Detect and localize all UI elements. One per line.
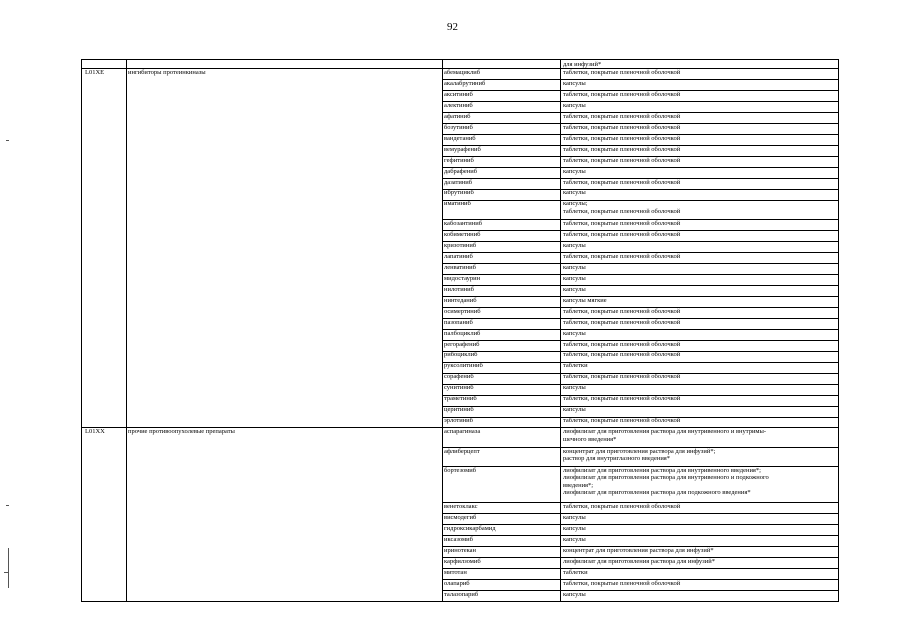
dosage-form: таблетки, покрытые пленочной оболочкой (563, 178, 681, 186)
drug-name: руксолитиниб (444, 362, 483, 370)
drug-name: карфилзомиб (444, 557, 481, 565)
dosage-form: таблетки, покрытые пленочной оболочкой (563, 156, 681, 164)
dosage-form: таблетки, покрытые пленочной оболочкой (563, 145, 681, 153)
drug-name: венетоклакс (444, 503, 478, 511)
dosage-form: таблетки, покрытые пленочной оболочкой (563, 318, 681, 326)
margin-mark (8, 548, 9, 588)
dosage-form: капсулы (563, 241, 586, 249)
drug-name: мидостаурин (444, 274, 481, 282)
drug-name: вандетаниб (444, 134, 476, 142)
row-divider (442, 241, 838, 242)
drug-name: регорафениб (444, 340, 480, 348)
drug-name: нинтеданиб (444, 296, 477, 304)
drug-name: лапатиниб (444, 252, 473, 260)
drug-name: иксазомиб (444, 535, 473, 543)
dosage-form: таблетки, покрытые пленочной оболочкой (563, 219, 681, 227)
dosage-form: капсулы (563, 189, 586, 197)
drug-name: абемациклиб (444, 68, 481, 76)
drug-name: иринотекан (444, 546, 476, 554)
drug-name: нилотиниб (444, 285, 474, 293)
dosage-form: капсулы (563, 274, 586, 282)
dosage-form: лиофилизат для приготовления раствора для внутривенного введения*; лиофилизат для приготовления раствора для внутривенного и подкожного введения*; лиофилизат для приготовления раствора для подкожного введения* (563, 466, 769, 497)
group-name: ингибиторы протеинкиназы (128, 68, 206, 76)
dosage-form: таблетки, покрытые пленочной оболочкой (563, 112, 681, 120)
drug-name: висмодегиб (444, 514, 477, 522)
dosage-form: капсулы (563, 384, 586, 392)
drug-name: акалабрутиниб (444, 79, 486, 87)
drug-name: гефитиниб (444, 156, 474, 164)
dosage-form: капсулы (563, 524, 586, 532)
dosage-form: капсулы (563, 590, 586, 598)
column-divider (126, 60, 127, 601)
dosage-form: таблетки, покрытые пленочной оболочкой (563, 90, 681, 98)
dosage-form: таблетки (563, 362, 588, 370)
drug-name: афлиберцепт (444, 447, 480, 455)
drug-name: бортезомиб (444, 466, 477, 474)
drug-name: алектиниб (444, 101, 473, 109)
drug-name: ленватиниб (444, 263, 476, 271)
dosage-form: концентрат для приготовления раствора для инфузий* (563, 546, 714, 554)
drug-name: церитиниб (444, 406, 474, 414)
dosage-form: капсулы (563, 329, 586, 337)
continuation-text: для инфузий* (563, 60, 602, 68)
drug-name: иматиниб (444, 200, 471, 208)
row-divider (442, 263, 838, 264)
drug-name: сунитиниб (444, 384, 474, 392)
row-divider (442, 167, 838, 168)
drug-table (81, 59, 839, 602)
drug-name: кабозантиниб (444, 219, 483, 227)
dosage-form: капсулы (563, 101, 586, 109)
dosage-form: капсулы (563, 263, 586, 271)
dosage-form: капсулы (563, 535, 586, 543)
drug-name: митотан (444, 568, 467, 576)
dosage-form: таблетки, покрытые пленочной оболочкой (563, 134, 681, 142)
column-divider (560, 60, 561, 601)
margin-mark (6, 505, 9, 506)
row-divider (442, 79, 838, 80)
dosage-form: таблетки, покрытые пленочной оболочкой (563, 351, 681, 359)
dosage-form: капсулы (563, 514, 586, 522)
drug-name: олапариб (444, 579, 470, 587)
row-divider (442, 384, 838, 385)
dosage-form: таблетки, покрытые пленочной оболочкой (563, 68, 681, 76)
drug-name: вемурафениб (444, 145, 481, 153)
row-divider (442, 406, 838, 407)
column-divider (442, 60, 443, 601)
row-divider (442, 101, 838, 102)
dosage-form: лиофилизат для приготовления раствора для внутривенного и внутримы- шечного введения* (563, 428, 767, 443)
dosage-form: таблетки, покрытые пленочной оболочкой (563, 307, 681, 315)
dosage-form: таблетки, покрытые пленочной оболочкой (563, 503, 681, 511)
row-divider (442, 513, 838, 514)
drug-name: дабрафениб (444, 167, 477, 175)
drug-name: бозутиниб (444, 123, 473, 131)
row-divider (442, 568, 838, 569)
page-number: 92 (447, 21, 458, 33)
row-divider (442, 524, 838, 525)
row-divider (442, 189, 838, 190)
drug-name: гидроксикарбамид (444, 524, 496, 532)
row-divider (442, 285, 838, 286)
row-divider (442, 296, 838, 297)
drug-name: ибрутиниб (444, 189, 474, 197)
drug-name: траметиниб (444, 395, 477, 403)
drug-name: дазатиниб (444, 178, 473, 186)
drug-name: палбоциклиб (444, 329, 481, 337)
row-divider (442, 590, 838, 591)
dosage-form: таблетки, покрытые пленочной оболочкой (563, 123, 681, 131)
atc-code: L01XX (85, 428, 105, 436)
dosage-form: таблетки, покрытые пленочной оболочкой (563, 340, 681, 348)
margin-mark (4, 572, 8, 573)
dosage-form: лиофилизат для приготовления раствора для инфузий* (563, 557, 715, 565)
drug-name: пазопаниб (444, 318, 473, 326)
dosage-form: таблетки, покрытые пленочной оболочкой (563, 417, 681, 425)
drug-name: аспарагиназа (444, 428, 481, 436)
drug-name: эрлотиниб (444, 417, 473, 425)
dosage-form: таблетки, покрытые пленочной оболочкой (563, 579, 681, 587)
dosage-form: концентрат для приготовления раствора для инфузий*; раствор для внутриглазного введения* (563, 447, 716, 463)
dosage-form: таблетки, покрытые пленочной оболочкой (563, 252, 681, 260)
dosage-form: капсулы (563, 167, 586, 175)
row-divider (442, 362, 838, 363)
drug-name: афатиниб (444, 112, 471, 120)
dosage-form: таблетки, покрытые пленочной оболочкой (563, 373, 681, 381)
row-divider (442, 274, 838, 275)
dosage-form: таблетки (563, 568, 588, 576)
row-divider (442, 535, 838, 536)
row-divider (442, 329, 838, 330)
drug-name: рибоциклиб (444, 351, 478, 359)
dosage-form: таблетки, покрытые пленочной оболочкой (563, 230, 681, 238)
dosage-form: капсулы (563, 406, 586, 414)
margin-mark (6, 140, 9, 141)
drug-name: акситиниб (444, 90, 473, 98)
dosage-form: таблетки, покрытые пленочной оболочкой (563, 395, 681, 403)
drug-name: осимертиниб (444, 307, 481, 315)
dosage-form: капсулы мягкие (563, 296, 607, 304)
drug-name: талазопариб (444, 590, 479, 598)
drug-name: кризотиниб (444, 241, 477, 249)
dosage-form: капсулы (563, 285, 586, 293)
dosage-form: капсулы; таблетки, покрытые пленочной оболочкой (563, 200, 681, 215)
dosage-form: капсулы (563, 79, 586, 87)
drug-name: кобиметиниб (444, 230, 481, 238)
atc-code: L01XE (85, 68, 105, 76)
group-name: прочие противоопухолевые препараты (128, 428, 235, 436)
drug-name: сорафениб (444, 373, 474, 381)
